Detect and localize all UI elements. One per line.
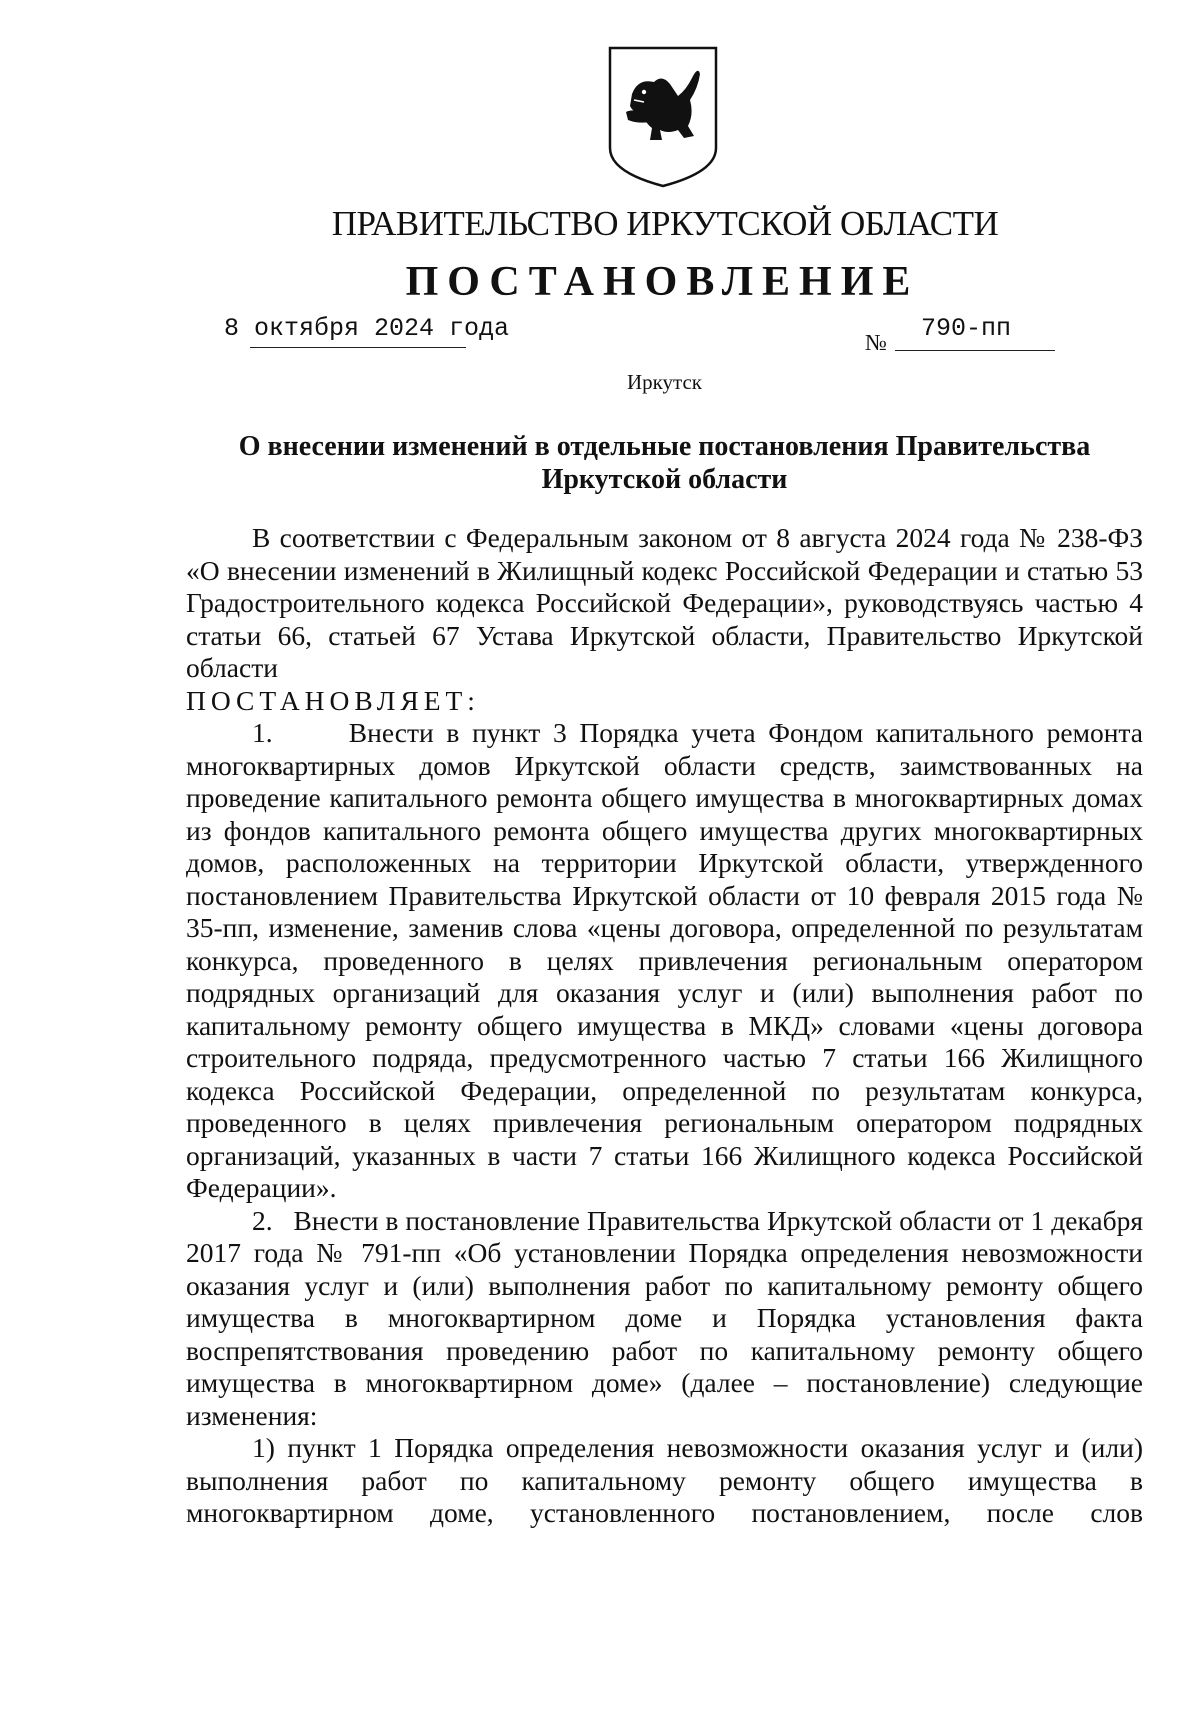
irkutsk-region-coat-of-arms <box>604 44 722 190</box>
document-type-heading: ПОСТАНОВЛЕНИЕ <box>405 259 920 305</box>
preamble-paragraph: В соответствии с Федеральным законом от 8 августа 2024 года № 238-ФЗ «О внесении изменений в Жилищный кодекс Российской Федерации и статью 53 Градостроительного кодекса Российской Федерации», руководствуясь частью 4 статьи 66, статьей 67 Устава Иркутской области, Правительство Иркутской области <box>186 522 1143 683</box>
decree-word: ПОСТАНОВЛЯЕТ: <box>186 684 480 716</box>
number-underline <box>895 350 1055 351</box>
document-date: 8 октября 2024 года <box>224 314 510 343</box>
government-title: ПРАВИТЕЛЬСТВО ИРКУТСКОЙ ОБЛАСТИ <box>331 204 999 243</box>
document-city: Иркутск <box>626 370 703 394</box>
number-sign: № <box>865 330 887 355</box>
document-subject: О внесении изменений в отдельные постановления Правительства Иркутской области <box>238 431 1091 495</box>
item-2-paragraph: 2. Внести в постановление Правительства Иркутской области от 1 декабря 2017 года № 791-пп «Об установлении Порядка определения невозможности оказания услуг и (или) выполнения работ по капитальному ремонту общего имущества в многоквартирном доме и Порядка установления факта воспрепятствования проведению работ по капитальному ремонту общего имущества в многоквартирном доме» (далее – постановление) следующие изменения: <box>186 1204 1143 1431</box>
document-number: 790-пп <box>921 314 1012 343</box>
date-underline <box>250 347 466 348</box>
item-1-paragraph: 1. Внести в пункт 3 Порядка учета Фондом капитального ремонта многоквартирных домов Иркутской области средств, заимствованных на проведение капитального ремонта общего имущества в многоквартирных домах из фондов капитального ремонта общего имущества других многоквартирных домов, расположенных на территории Иркутской области, утвержденного постановлением Правительства Иркутской области от 10 февраля 2015 года № 35-пп, изменение, заменив слова «цены договора, определенной по результатам конкурса, проведенного в целях привлечения региональным оператором подрядных организаций для оказания услуг и (или) выполнения работ по капитальному ремонту общего имущества в МКД» словами «цены договора строительного подряда, предусмотренного частью 7 статьи 166 Жилищного кодекса Российской Федерации, определенной по результатам конкурса, проведенного в целях привлечения региональным оператором подрядных организаций, указанных в части 7 статьи 166 Жилищного кодекса Российской Федерации». <box>186 717 1143 1203</box>
document-body <box>186 522 1143 1530</box>
sub-item-1-paragraph: 1) пункт 1 Порядка определения невозможности оказания услуг и (или) выполнения работ по капитальному ремонту общего имущества в многоквартирном доме, установленного постановлением, после слов <box>186 1432 1143 1528</box>
